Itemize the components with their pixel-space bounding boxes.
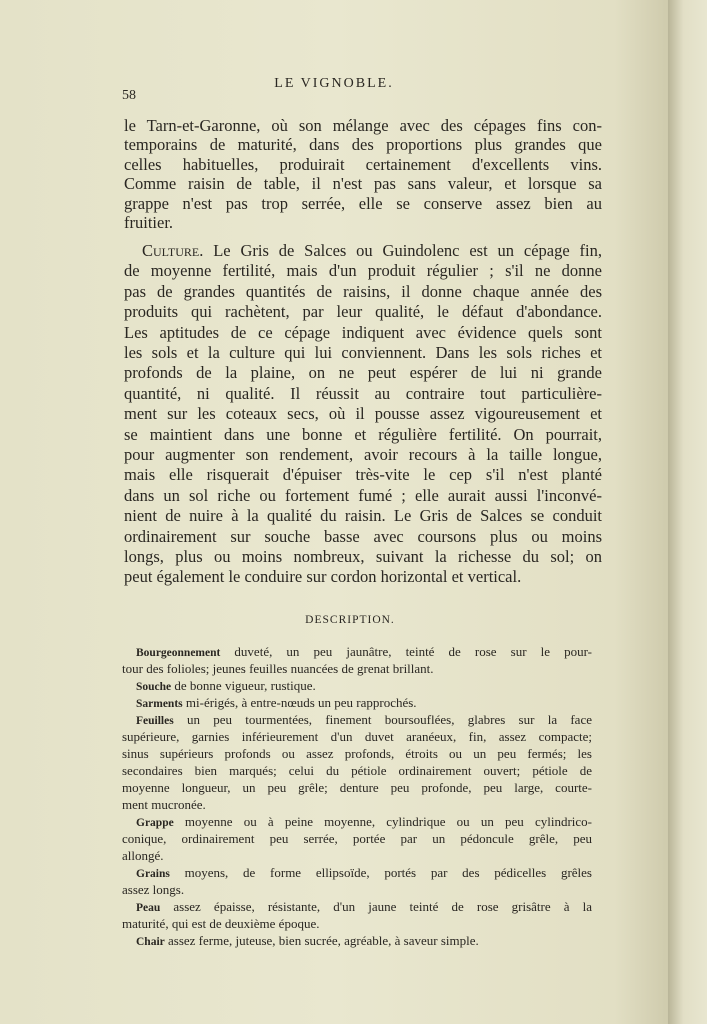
text-line: longs, plus ou moins nombreux, suivant la richesse du sol; on: [124, 547, 602, 566]
description-line: moyenne longueur, un peu grêle; denture peu profonde, peu large, courte-: [122, 780, 592, 795]
description-line: secondaires bien marqués; celui du pétiole ordinairement ouvert; pétiole de: [122, 763, 592, 778]
running-title: LE VIGNOBLE.: [274, 76, 394, 91]
description-term: Peau: [136, 902, 161, 914]
text-line: nient de nuire à la qualité du raisin. Le Gris de Salces se conduit: [124, 506, 602, 526]
description-line: Sarments mi-érigés, à entre-nœuds un peu rapprochés.: [136, 695, 417, 710]
text-line: le Tarn-et-Garonne, où son mélange avec des cépages fins con-: [124, 116, 602, 135]
description-line: Feuilles un peu tourmentées, finement boursouflées, glabres sur la face: [136, 712, 592, 727]
description-line: supérieure, garnies inférieurement d'un duvet aranéeux, fin, assez compacte;: [122, 729, 592, 744]
description-line: Peau assez épaisse, résistante, d'un jaune teinté de rose grisâtre à la: [136, 899, 592, 914]
page-number: 58: [122, 88, 136, 103]
text-line: ment sur les coteaux secs, où il pousse assez vigoureusement et: [124, 404, 602, 424]
text-line: pas de grandes quantités de raisins, il donne chaque année des: [124, 281, 602, 301]
section-lead: Culture.: [142, 241, 214, 260]
text-line: dans un sol riche ou fortement fumé ; elle aurait aussi l'inconvé-: [124, 485, 602, 505]
text-line: Culture. Le Gris de Salces ou Guindolenc est un cépage fin,: [142, 241, 602, 260]
text-line: les sols et la culture qui lui conviennent. Dans les sols riches et: [124, 343, 602, 362]
description-line: Bourgeonnement duveté, un peu jaunâtre, teinté de rose sur le pour-: [136, 644, 592, 659]
text-line: pour augmenter son rendement, avoir recours à la taille longue,: [124, 445, 602, 464]
description-term: Souche: [136, 681, 172, 693]
description-line: allongé.: [122, 848, 164, 863]
text-line: peut également le conduire sur cordon horizontal et vertical.: [124, 567, 522, 587]
text-line: temporains de maturité, dans des proportions plus grandes que: [124, 135, 602, 155]
text-line: de moyenne fertilité, mais d'un produit régulier ; s'il ne donne: [124, 261, 602, 281]
text-line: fruitier.: [124, 213, 174, 232]
description-heading: DESCRIPTION.: [305, 614, 395, 626]
description-line: Grains moyens, de forme ellipsoïde, portés par des pédicelles grêles: [136, 865, 592, 880]
text-line: mais elle risquerait d'épuiser très-vite le cep s'il n'est planté: [124, 465, 602, 485]
description-line: maturité, qui est de deuxième époque.: [122, 916, 320, 931]
description-term: Bourgeonnement: [136, 647, 221, 659]
description-line: ment mucronée.: [122, 797, 206, 812]
text-line: grappe n'est pas trop serrée, elle se conserve assez bien au: [124, 193, 602, 213]
description-line: assez longs.: [122, 882, 185, 897]
description-line: Chair assez ferme, juteuse, bien sucrée, agréable, à saveur simple.: [136, 933, 479, 948]
description-line: Souche de bonne vigueur, rustique.: [136, 678, 316, 693]
text-line: se maintient dans une bonne et régulière fertilité. On pourrait,: [124, 424, 602, 444]
description-term: Grappe: [136, 817, 174, 829]
description-line: conique, ordinairement peu serrée, portée par un pédoncule grêle, peu: [122, 831, 592, 846]
text-line: Comme raisin de table, il n'est pas sans valeur, et lorsque sa: [124, 174, 602, 194]
text-line: ordinairement sur souche basse avec coursons plus ou moins: [124, 526, 602, 546]
text-line: Les aptitudes de ce cépage indiquent avec évidence quels sont: [124, 322, 602, 342]
description-term: Sarments: [136, 698, 183, 710]
description-term: Grains: [136, 868, 170, 880]
text-line: celles habituelles, produirait certainement d'excellents vins.: [124, 154, 602, 174]
description-line: sinus supérieurs profonds ou assez profonds, étroits ou un peu fermés; les: [122, 746, 592, 761]
text-line: quantité, ni qualité. Il réussit au contraire tout particulière-: [124, 383, 602, 403]
text-line: profonds de la plaine, on ne peut espérer de lui ni grande: [124, 363, 602, 383]
description-line: Grappe moyenne ou à peine moyenne, cylindrique ou un peu cylindrico-: [136, 814, 592, 829]
next-page-edge: [668, 0, 707, 1024]
description-line: tour des folioles; jeunes feuilles nuancées de grenat brillant.: [122, 661, 434, 676]
text-line: produits qui rachètent, par leur qualité, le défaut d'abondance.: [124, 302, 602, 322]
description-term: Feuilles: [136, 715, 174, 727]
description-term: Chair: [136, 936, 165, 948]
